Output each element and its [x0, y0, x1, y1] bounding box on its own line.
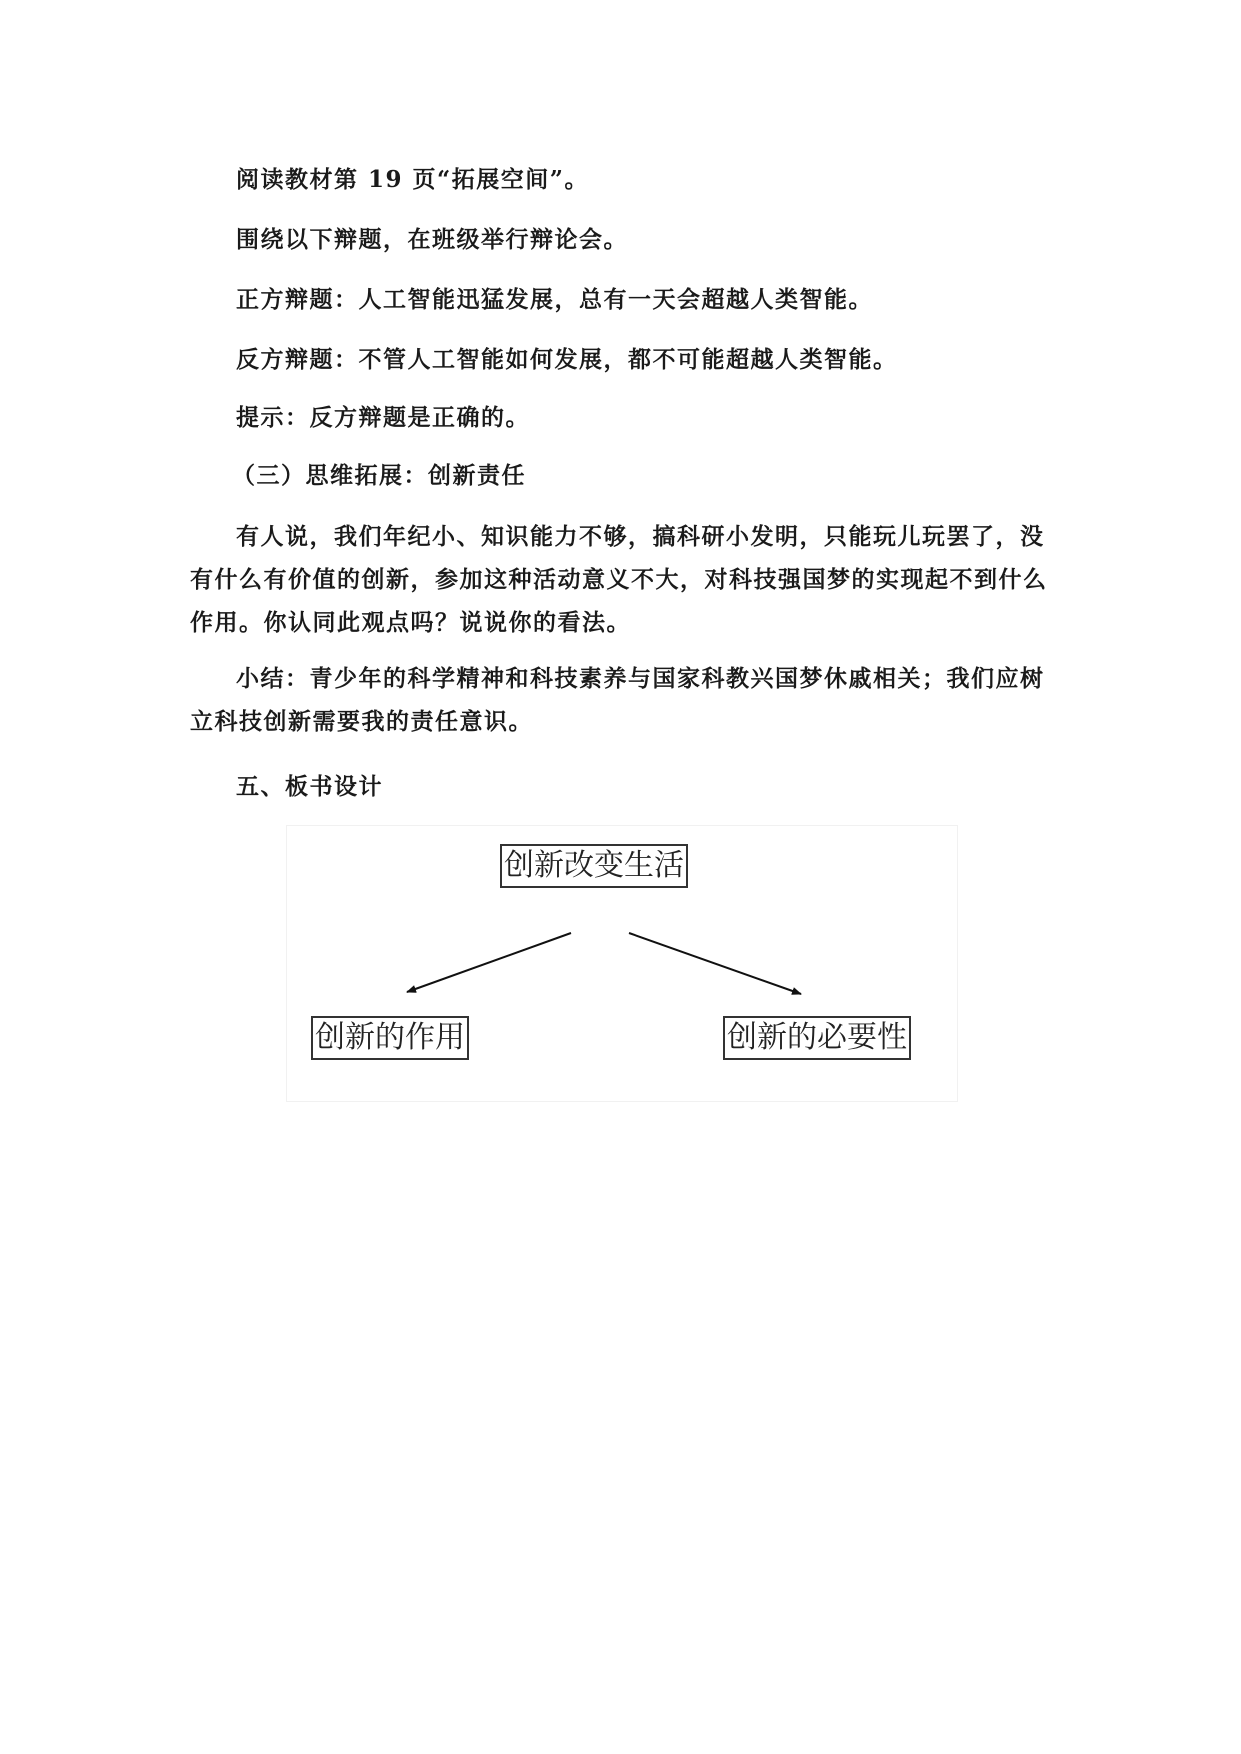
- diagram-left-node: 创新的作用: [311, 1016, 469, 1060]
- diagram-arrows: [287, 826, 957, 1101]
- section-heading-innovation-responsibility: （三）思维拓展：创新责任: [232, 462, 526, 489]
- paragraph-debate-intro: 围绕以下辩题，在班级举行辩论会。: [236, 226, 628, 253]
- paragraph-hint: 提示：反方辩题是正确的。: [236, 404, 530, 431]
- paragraph-affirmative-topic: 正方辩题：人工智能迅猛发展，总有一天会超越人类智能。: [236, 286, 873, 313]
- paragraph-negative-topic: 反方辩题：不管人工智能如何发展，都不可能超越人类智能。: [236, 346, 898, 373]
- paragraph-read-textbook: 阅读教材第 19 页“拓展空间”。: [236, 166, 589, 193]
- diagram-right-node: 创新的必要性: [723, 1016, 911, 1060]
- section-heading-blackboard-design: 五、板书设计: [236, 773, 383, 800]
- paragraph-opinion-question: 有人说，我们年纪小、知识能力不够，搞科研小发明，只能玩儿玩罢了，没有什么有价值的创新，参加这种活动意义不大，对科技强国梦的实现起不到什么作用。你认同此观点吗？说说你的看法。: [190, 523, 1048, 636]
- arrow-to-left-node: [407, 933, 571, 992]
- blackboard-diagram: [286, 825, 958, 1102]
- arrow-to-right-node: [629, 933, 801, 994]
- diagram-root-node: 创新改变生活: [500, 844, 688, 888]
- paragraph-summary: 小结：青少年的科学精神和科技素养与国家科教兴国梦休戚相关；我们应树立科技创新需要我的责任意识。: [190, 665, 1045, 735]
